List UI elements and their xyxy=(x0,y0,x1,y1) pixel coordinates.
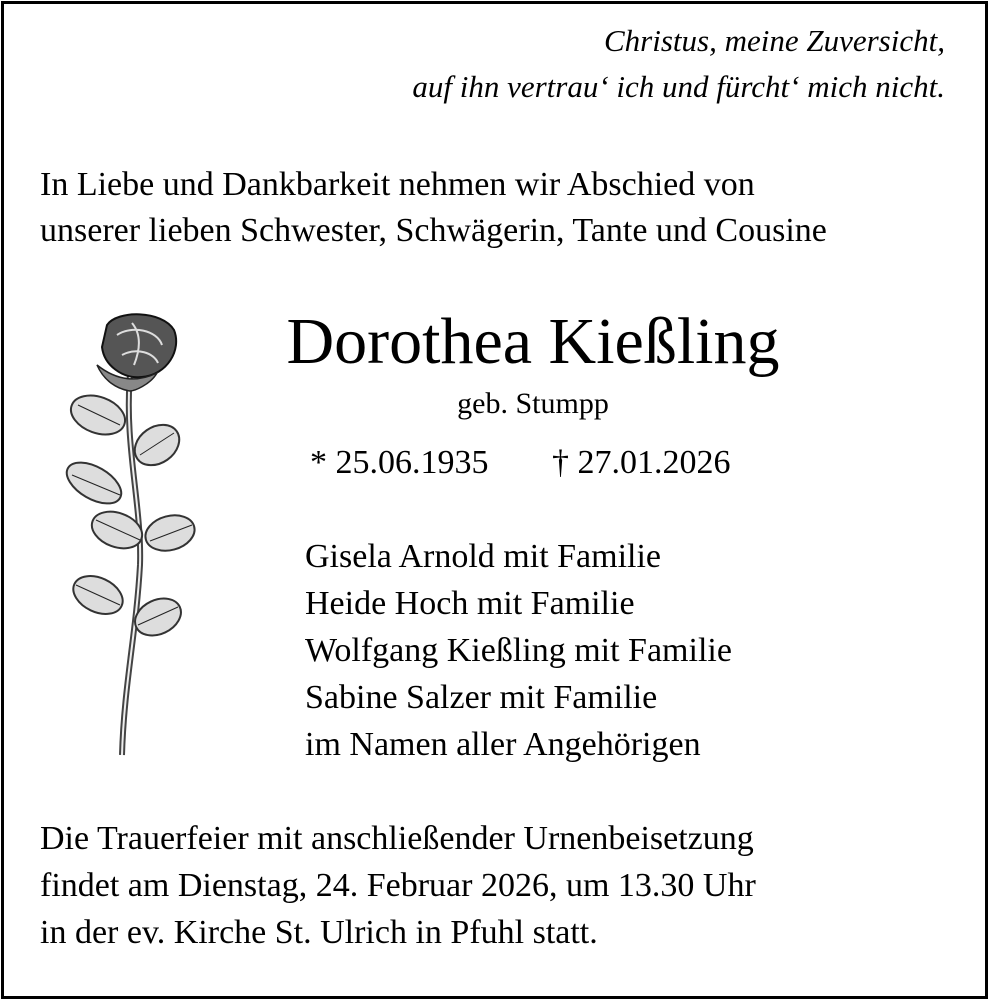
intro-line: In Liebe und Dankbarkeit nehmen wir Abschied von xyxy=(40,166,755,203)
quote-line: auf ihn vertrau‘ ich und fürcht‘ mich nicht. xyxy=(412,69,945,104)
intro-text xyxy=(40,162,827,254)
mourner: Heide Hoch mit Familie xyxy=(305,585,635,622)
birth-name: geb. Stumpp xyxy=(457,387,609,420)
birth-date: * 25.06.1935 xyxy=(310,444,489,481)
mourners-list xyxy=(305,533,732,768)
deceased-name: Dorothea Kießling xyxy=(286,305,780,378)
service-line: Die Trauerfeier mit anschließender Urnenbeisetzung xyxy=(40,820,754,857)
service-line: findet am Dienstag, 24. Februar 2026, um 13.30 Uhr xyxy=(40,867,756,904)
death-date: † 27.01.2026 xyxy=(552,444,731,481)
mourner: im Namen aller Angehörigen xyxy=(305,726,701,763)
mourner: Sabine Salzer mit Familie xyxy=(305,679,658,716)
intro-line: unserer lieben Schwester, Schwägerin, Tante und Cousine xyxy=(40,212,827,249)
rose-icon xyxy=(62,305,202,770)
mourner: Wolfgang Kießling mit Familie xyxy=(305,632,732,669)
mourner: Gisela Arnold mit Familie xyxy=(305,538,662,575)
bible-quote xyxy=(412,18,945,110)
quote-line: Christus, meine Zuversicht, xyxy=(604,23,945,58)
service-info xyxy=(40,815,756,956)
service-line: in der ev. Kirche St. Ulrich in Pfuhl statt. xyxy=(40,914,598,951)
